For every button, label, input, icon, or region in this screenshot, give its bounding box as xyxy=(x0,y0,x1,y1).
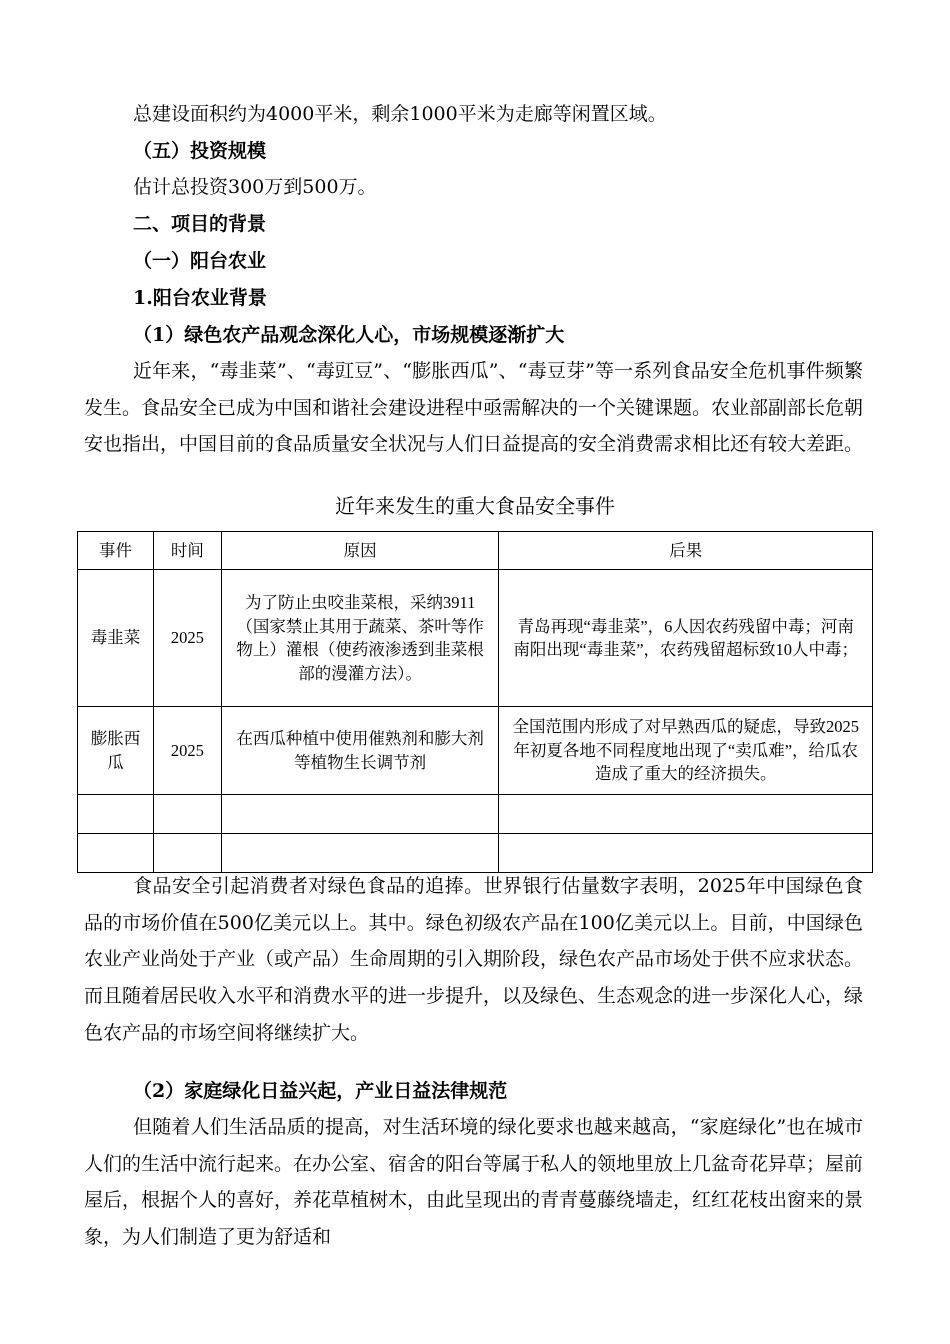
header-time: 时间 xyxy=(153,532,221,570)
balcony-background-heading: 1.阳台农业背景 xyxy=(133,287,267,309)
table-empty-row xyxy=(78,834,873,873)
header-result: 后果 xyxy=(499,532,873,570)
cell-cause: 为了防止虫咬韭菜根，采纳3911（国家禁止其用于蔬菜、茶叶等作物上）灌根（使药液渗透到韭菜根部的漫灌方法）。 xyxy=(221,570,499,707)
background-heading: 二、项目的背景 xyxy=(133,213,267,235)
cell-event: 毒韭菜 xyxy=(78,570,154,707)
balcony-heading: （一）阳台农业 xyxy=(133,250,267,272)
cell-event: 膨胀西瓜 xyxy=(78,707,154,795)
area-line: 总建设面积约为4000平米，剩余1000平米为走廊等闲置区域。 xyxy=(133,103,667,125)
table-empty-row xyxy=(78,795,873,834)
header-event: 事件 xyxy=(78,532,154,570)
home-green-heading: （2）家庭绿化日益兴起，产业日益法律规范 xyxy=(133,1080,508,1102)
table-row xyxy=(78,570,873,707)
cell-result: 全国范围内形成了对早熟西瓜的疑虑，导致2025年初夏各地不同程度地出现了“卖瓜难”，给瓜农造成了重大的经济损失。 xyxy=(499,707,873,795)
food-safety-events-table xyxy=(77,531,873,873)
green-concept-heading: （1）绿色农产品观念深化人心，市场规模逐渐扩大 xyxy=(133,324,565,346)
investment-heading: （五）投资规模 xyxy=(133,140,267,162)
header-cause: 原因 xyxy=(221,532,499,570)
food-safety-paragraph: 近年来，“毒韭菜”、“毒豇豆”、“膨胀西瓜”、“毒豆芽”等一系列食品安全危机事件频繁发生。食品安全已成为中国和谐社会建设进程中亟需解决的一个关键课题。农业部副部长危朝安也指出，中国目前的食品质量安全状况与人们日益提高的安全消费需求相比还有较大差距。 xyxy=(84,360,864,456)
table-header-row xyxy=(78,532,873,570)
table-row xyxy=(78,707,873,795)
cell-time: 2025 xyxy=(153,570,221,707)
market-paragraph: 食品安全引起消费者对绿色食品的追捧。世界银行估量数字表明，2025年中国绿色食品的市场价值在500亿美元以上。其中。绿色初级农产品在100亿美元以上。目前，中国绿色农业产业尚处于产业（或产品）生命周期的引入期阶段，绿色农产品市场处于供不应求状态。而且随着居民收入水平和消费水平的进一步提升，以及绿色、生态观念的进一步深化人心，绿色农产品的市场空间将继续扩大。 xyxy=(84,875,864,1044)
cell-result: 青岛再现“毒韭菜”，6人因农药残留中毒；河南南阳出现“毒韭菜”，农药残留超标致10人中毒； xyxy=(499,570,873,707)
cell-cause: 在西瓜种植中使用催熟剂和膨大剂等植物生长调节剂 xyxy=(221,707,499,795)
investment-line: 估计总投资300万到500万。 xyxy=(133,176,377,198)
cell-time: 2025 xyxy=(153,707,221,795)
table-caption: 近年来发生的重大食品安全事件 xyxy=(335,494,615,518)
home-green-paragraph: 但随着人们生活品质的提高，对生活环境的绿化要求也越来越高，“家庭绿化”也在城市人们的生活中流行起来。在办公室、宿舍的阳台等属于私人的领地里放上几盆奇花异草；屋前屋后，根据个人的喜好，养花草植树木，由此呈现出的青青蔓藤绕墙走，红红花枝出窗来的景象，为人们制造了更为舒适和 xyxy=(84,1116,864,1249)
